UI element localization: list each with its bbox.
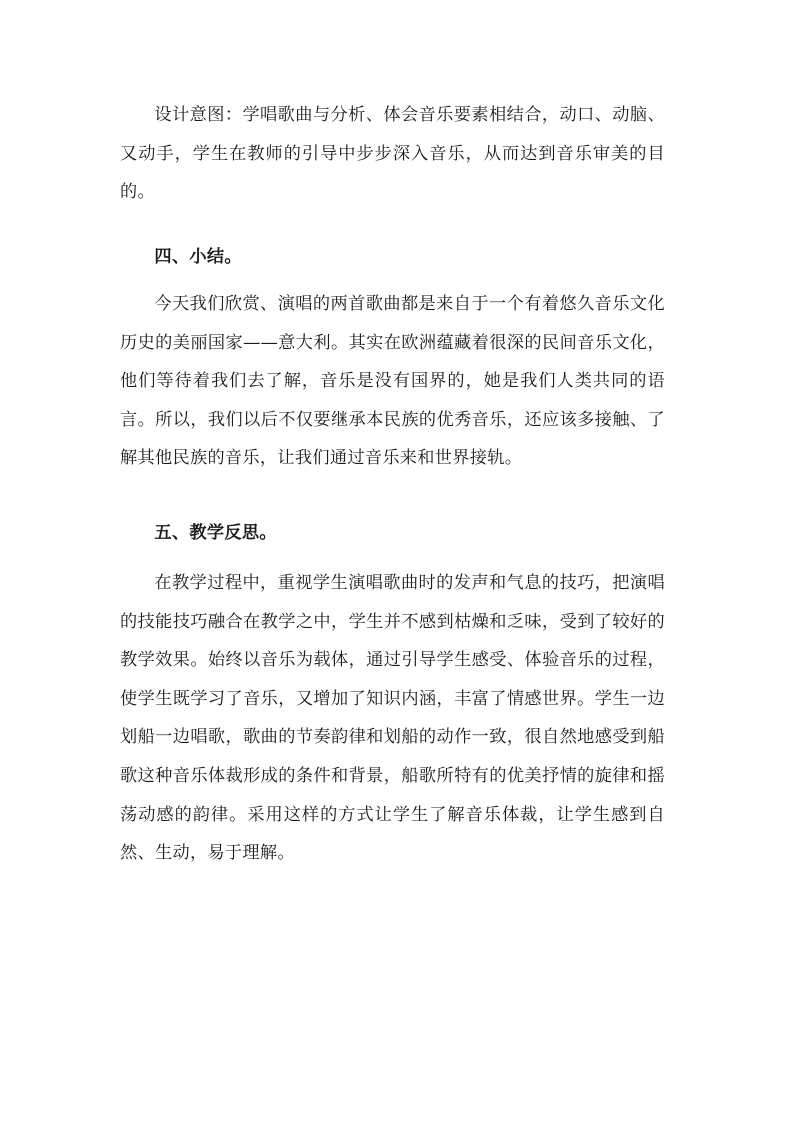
section-summary-paragraph: 今天我们欣赏、演唱的两首歌曲都是来自于一个有着悠久音乐文化历史的美丽国家——意大利。其实在欧洲蕴藏着很深的民间音乐文化，他们等待着我们去了解，音乐是没有国界的，她是我们人类共同的语言。所以，我们以后不仅要继承本民族的优秀音乐，还应该多接触、了解其他民族的音乐，让我们通过音乐来和世界接轨。 [120,294,665,469]
design-intent-paragraph: 设计意图：学唱歌曲与分析、体会音乐要素相结合，动口、动脑、又动手，学生在教师的引导中步步深入音乐，从而达到音乐审美的目的。 [120,105,665,203]
section-summary-heading: 四、小结。 [154,247,242,267]
section-reflection-paragraph: 在教学过程中，重视学生演唱歌曲时的发声和气息的技巧，把演唱的技能技巧融合在教学之中，学生并不感到枯燥和乏味，受到了较好的教学效果。始终以音乐为载体，通过引导学生感受、体验音乐的过程，使学生既学习了音乐，又增加了知识内涵，丰富了情感世界。学生一边划船一边唱歌，歌曲的节奏韵律和划船的动作一致，很自然地感受到船歌这种音乐体裁形成的条件和背景，船歌所特有的优美抒情的旋律和摇荡动感的韵律。采用这样的方式让学生了解音乐体裁，让学生感到自然、生动，易于理解。 [120,573,665,864]
section-reflection-heading: 五、教学反思。 [154,523,277,543]
